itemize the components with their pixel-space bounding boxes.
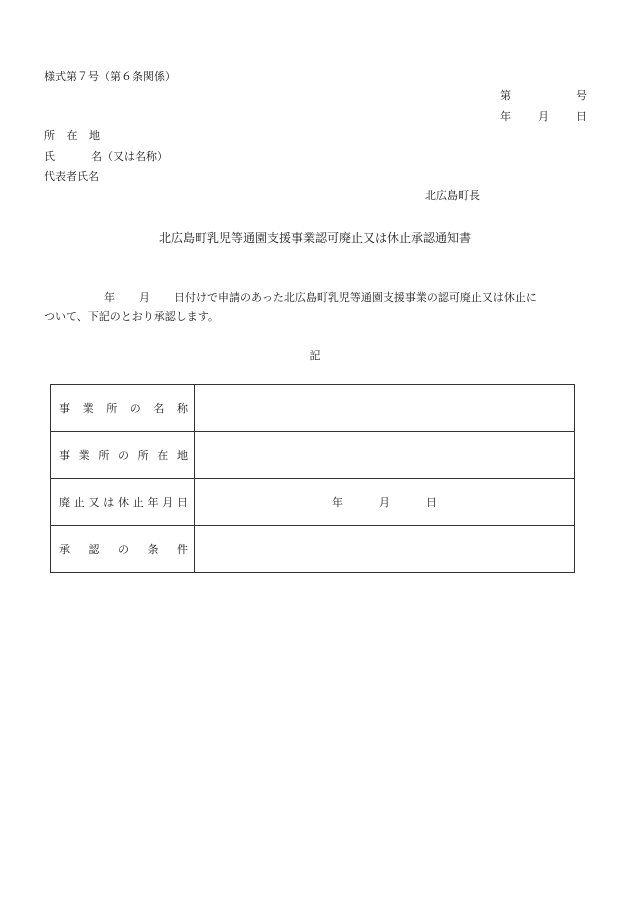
ki-heading: 記 [309,349,321,362]
date-month: 月 [379,496,390,509]
table-row [51,526,575,573]
name-label [44,148,168,164]
body-line-1-text: 日付けで申請のあった北広島町乳児等通園支援事業の認可廃止又は休止に [174,291,537,304]
issuer: 北広島町長 [425,189,480,202]
document-title: 北広島町乳児等通園支援事業認可廃止又は休止承認通知書 [158,231,471,245]
date-day: 日 [426,496,437,509]
body-year: 年 [104,291,115,304]
issue-date-month: 月 [538,110,549,123]
row-label: 事 業 所 の 所 在 地 [51,432,195,479]
document-number-suffix: 号 [576,89,587,102]
row-label: 事 業 所 の 名 称 [51,385,195,432]
row-value[interactable] [195,526,575,573]
issue-date-day: 日 [576,110,587,123]
form-number: 様式第７号（第６条関係） [44,70,176,83]
row-label: 承 認 の 条 件 [51,526,195,573]
table-row [51,385,575,432]
table-row [51,479,575,526]
row-label: 廃 止 又 は 休 止 年 月 日 [51,479,195,526]
document-number-prefix: 第 [500,89,511,102]
date-year: 年 [332,496,343,509]
details-table [50,384,575,573]
name-label-char: 氏 [44,150,55,163]
row-value[interactable] [195,479,575,526]
name-label-tail: 名（又は名称） [91,150,168,163]
row-value[interactable] [195,432,575,479]
body-line-1 [44,289,537,305]
issue-date-year: 年 [500,110,511,123]
body-line-2: ついて、下記のとおり承認します。 [44,310,219,323]
body-month: 月 [139,291,150,304]
table-row [51,432,575,479]
representative-label: 代表者氏名 [44,170,99,183]
address-label: 所 在 地 [44,129,104,142]
row-value[interactable] [195,385,575,432]
